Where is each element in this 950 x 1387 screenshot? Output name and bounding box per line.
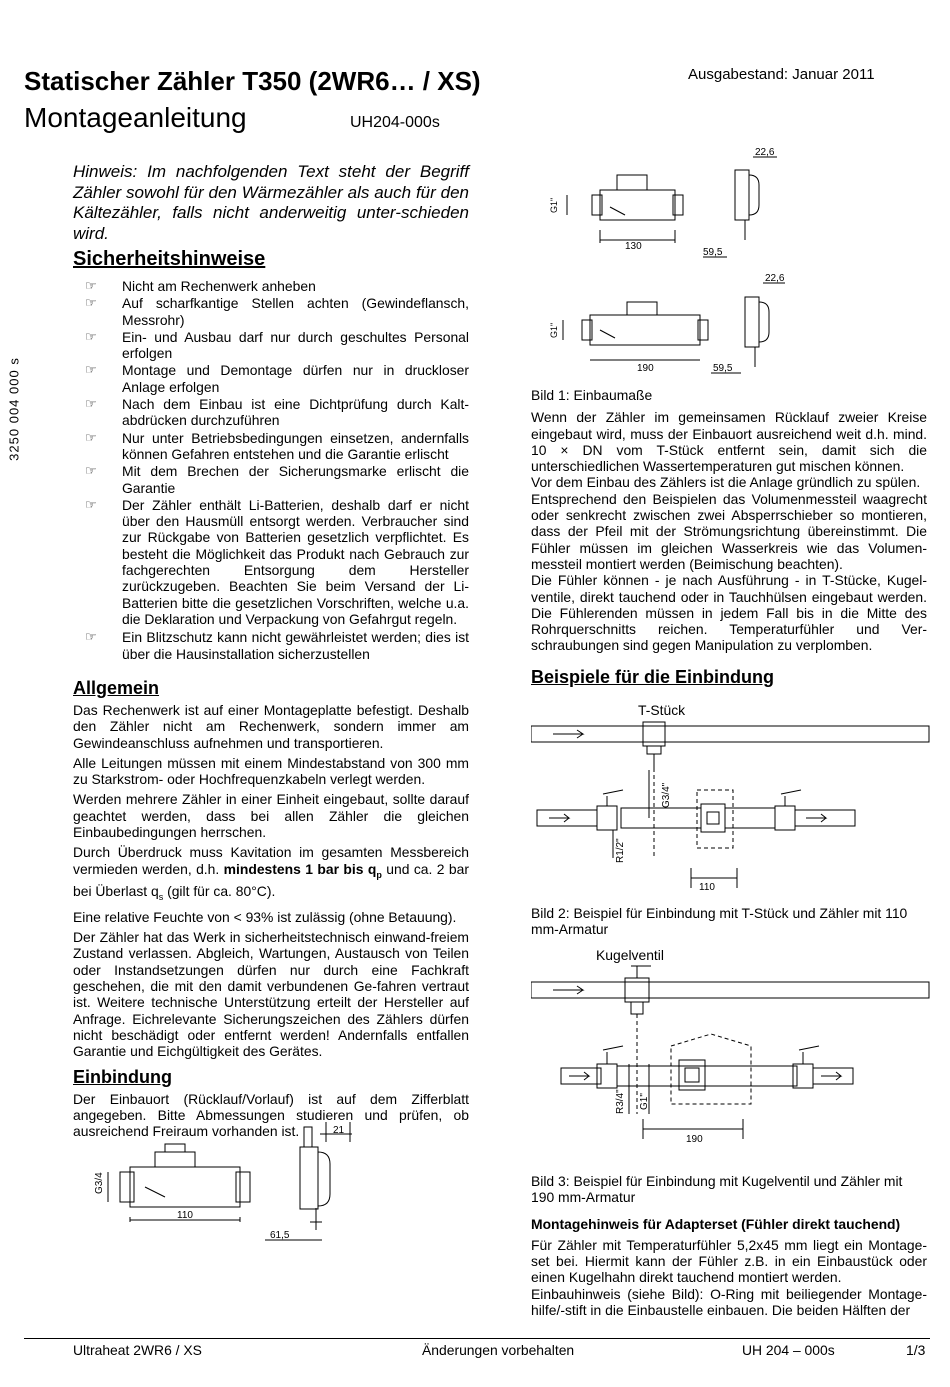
page-number: 1/3 [906, 1342, 926, 1358]
safety-heading: Sicherheitshinweise [73, 248, 266, 270]
hint-note: Hinweis: Im nachfolgenden Text steht der Begriff Zähler sowohl für den Wärmezähler als auch für den Kältezähler, falls nicht anderweitig unter-schieden wird. [73, 162, 469, 243]
fig1-dim-depth-b: 59,5 [713, 363, 733, 374]
right-paragraph: Entsprechend den Beispielen das Volumenmessteil waagrecht oder senkrecht zwischen zwei Absperrschieber so montieren, dass der Pfeil mit der Strömungsrichtung übereinstimmt. Die Fühler müssen im gleichen Wasserkreis wie das Volumen-messteil montiert werden (Beimischung beachten). [531, 490, 927, 572]
document-title: Statischer Zähler T350 (2WR6… / XS) [24, 66, 481, 96]
pointing-hand-icon: ☞ [85, 629, 97, 645]
list-item: ☞ Nur unter Betriebsbedingungen einsetzen, andernfalls können Gefahren entstehen und die Garantie erlischt [85, 429, 469, 462]
fig2-dim-thread: G3/4" [661, 782, 672, 808]
pointing-hand-icon: ☞ [85, 328, 97, 344]
right-paragraph: Wenn der Zähler im gemeinsamen Rücklauf zweier Kreise eingebaut wird, muss der Einbauort ausreichend weit d.h. mind. 10 × DN vom T-Stück entfernt sein, damit sich die unterschiedlichen Wassertemperaturen gut mischen können. [531, 409, 927, 475]
fig3-dim-thread: G1" [639, 1093, 650, 1110]
adapter-heading: Montagehinweis für Adapterset (Fühler direkt tauchend) [531, 1215, 901, 1232]
adapter-paragraph: Einbauhinweis (siehe Bild): O-Ring mit beiliegender Montage-hilfe/-stift in die Einbaustelle einbauen. Die beiden Hälften der [531, 1285, 927, 1319]
fig1-dim-depth-a: 59,5 [703, 247, 723, 258]
dim-thread: G3/4 [94, 1172, 105, 1194]
fig3-dim-length: 190 [686, 1134, 703, 1145]
right-column [531, 387, 927, 691]
safety-list [73, 278, 469, 662]
general-section [73, 673, 469, 1143]
right-paragraph: Die Fühler können - je nach Ausführung - in T-Stücke, Kugel-ventile, direkt tauchend oder in Tauchhülsen eingebaut werden. Die Fühlerenden müssen in jedem Fall bis in die Mitte des Rohrquerschnitts reichen. Temperaturfühler und Ver-schraubungen sind gegen Manipulation zu verplomben. [531, 572, 927, 654]
fig1-dim-length-b: 190 [637, 363, 654, 374]
pointing-hand-icon: ☞ [85, 278, 97, 293]
general-paragraph: Alle Leitungen müssen mit einem Mindestabstand von 300 mm zu Starkstrom- oder Hochfrequenzkabeln verlegt werden. [73, 754, 469, 788]
general-paragraph: Eine relative Feuchte von < 93% ist zulässig (ohne Betauung). [73, 908, 457, 925]
general-paragraph: Der Zähler hat das Werk in sicherheitstechnisch einwand-freiem Zustand verlassen. Abgleich, Wartungen, Austausch von Teilen oder Instandsetzungen dürfen nur durch eine Fachkraft geschehen, die mit den damit verbundenen Ge-fahren vertraut ist. Weitere technische Unterstützung erteilt der Hersteller auf Anfrage. Eichrelevante Sicherungszeichen des Zählers dürfen nicht beschädigt oder entfernt werden! Andernfalls entfallen Garantie und Eichgültigkeit des Gerätes. [73, 929, 469, 1060]
list-item: ☞ Ein- und Ausbau darf nur durch geschultes Personal erfolgen [85, 328, 469, 362]
dim-width: 21 [333, 1125, 345, 1136]
dim-length: 110 [177, 1210, 193, 1221]
fig1-dim-thread-b: G1" [549, 322, 559, 338]
figure-2-label: T-Stück [638, 702, 686, 718]
list-item: ☞ Mit dem Brechen der Sicherungsmarke erlischt die Garantie [85, 463, 469, 496]
document-subtitle: Montageanleitung [24, 102, 247, 133]
list-item: ☞ Montage und Demontage dürfen nur in druckloser Anlage erfolgen [85, 362, 469, 395]
pointing-hand-icon: ☞ [85, 396, 97, 412]
footer-product: Ultraheat 2WR6 / XS [73, 1342, 202, 1358]
pointing-hand-icon: ☞ [85, 295, 97, 311]
fig1-dim-width-a: 22,6 [755, 147, 775, 158]
fig2-dim-pipe: R1/2" [615, 838, 626, 863]
fig2-dim-length: 110 [699, 882, 715, 893]
footer-divider [24, 1338, 930, 1339]
binding-heading: Einbindung [73, 1066, 172, 1087]
list-item: ☞ Auf scharfkantige Stellen achten (Gewindeflansch, Messrohr) [85, 295, 469, 328]
figure-3-caption: Bild 3: Beispiel für Einbindung mit Kugelventil und Zähler mit 190 mm-Armatur [531, 1173, 903, 1206]
side-reference-text: 3250 004 000 s [6, 357, 22, 461]
footer-doc-number: UH 204 – 000s [742, 1342, 835, 1358]
list-item: ☞ Der Zähler enthält Li-Batterien, deshalb darf er nicht über den Hausmüll entsorgt werden. Verbraucher sind zur Rückgabe von Batterien gesetzlich verpflichtet. Es besteht die Möglichkeit das Produkt nach Gebrauch zur fachgerechten Entsorgung dem Hersteller zurückzugeben. Beachten Sie beim Versand der Li-Batterien bitte die gesetzlichen Vorschriften, welche u.a. die Deklaration und Verpackung von Gefahrgut regeln. [85, 496, 469, 627]
pointing-hand-icon: ☞ [85, 362, 97, 378]
footer-notice: Änderungen vorbehalten [422, 1342, 575, 1358]
figure-3-label: Kugelventil [596, 947, 664, 963]
fig1-dim-thread-a: G1" [549, 197, 559, 213]
fig1-dim-width-b: 22,6 [765, 273, 785, 284]
figure-1-caption: Bild 1: Einbaumaße [531, 387, 653, 403]
left-column [73, 162, 469, 278]
figure-2-tee-installation [531, 718, 931, 900]
general-heading: Allgemein [73, 678, 160, 698]
list-item: ☞ Nach dem Einbau ist eine Dichtprüfung durch Kalt-abdrücken durchzuführen [85, 396, 469, 429]
examples-heading: Beispiele für die Einbindung [531, 666, 775, 687]
list-item: ☞ Ein Blitzschutz kann nicht gewährleistet werden; dies ist über die Hausinstallation sicherzustellen [85, 629, 469, 662]
adapter-section [531, 1173, 927, 1318]
pointing-hand-icon: ☞ [85, 496, 97, 512]
safety-list-block [73, 278, 469, 663]
edition-date: Ausgabestand: Januar 2011 [688, 66, 875, 83]
pointing-hand-icon: ☞ [85, 429, 97, 445]
figure-2-caption-block [531, 905, 927, 942]
general-paragraph-pressure: Durch Überdruck muss Kavitation im gesamten Messbereich vermieden werden, d.h. mindestens 1 bar bis $q_p$ und ca. 2 bar bei Überlast $q_s$ (gilt für ca. 80°C). [73, 844, 469, 902]
pointing-hand-icon: ☞ [85, 463, 97, 479]
figure-1-installation-dimensions [545, 145, 785, 380]
meter-dimension-drawing [90, 1122, 450, 1247]
list-item: ☞ Nicht am Rechenwerk anheben [85, 278, 316, 294]
fig3-dim-pipe: R3/4" [615, 1089, 626, 1114]
right-paragraph: Vor dem Einbau des Zählers ist die Anlage gründlich zu spülen. [531, 474, 921, 491]
document-number: UH204-000s [350, 114, 440, 131]
figure-3-ball-valve-installation [531, 964, 931, 1154]
general-paragraph: Das Rechenwerk ist auf einer Montageplatte befestigt. Deshalb den Zähler nicht am Rechenwerk, sondern immer am Gewindeanschluss aufnehmen und transportieren. [73, 702, 469, 751]
binding-paragraph: Der Einbauort (Rücklauf/Vorlauf) ist auf dem Zifferblatt angegeben. Bitte Abmessungen studieren und prüfen, ob ausreichend Freiraum vorhanden ist. [73, 1090, 469, 1140]
figure-2-caption: Bild 2: Beispiel für Einbindung mit T-Stück und Zähler mit 110 mm-Armatur [531, 905, 908, 938]
general-paragraph: Werden mehrere Zähler in einer Einheit eingebaut, sollte darauf geachtet werden, dass bei allen Zähler die gleichen Einbaubedingungen herrschen. [73, 791, 469, 841]
adapter-paragraph: Für Zähler mit Temperaturfühler 5,2x45 mm liegt ein Montage-set bei. Hiermit kann der Fühler z.B. in ein Einbaustück oder einen Kugelhahn direkt tauchend montiert werden. [531, 1236, 927, 1286]
side-reference [6, 354, 22, 464]
dim-depth: 61,5 [270, 1230, 290, 1241]
fig1-dim-length-a: 130 [625, 241, 642, 252]
